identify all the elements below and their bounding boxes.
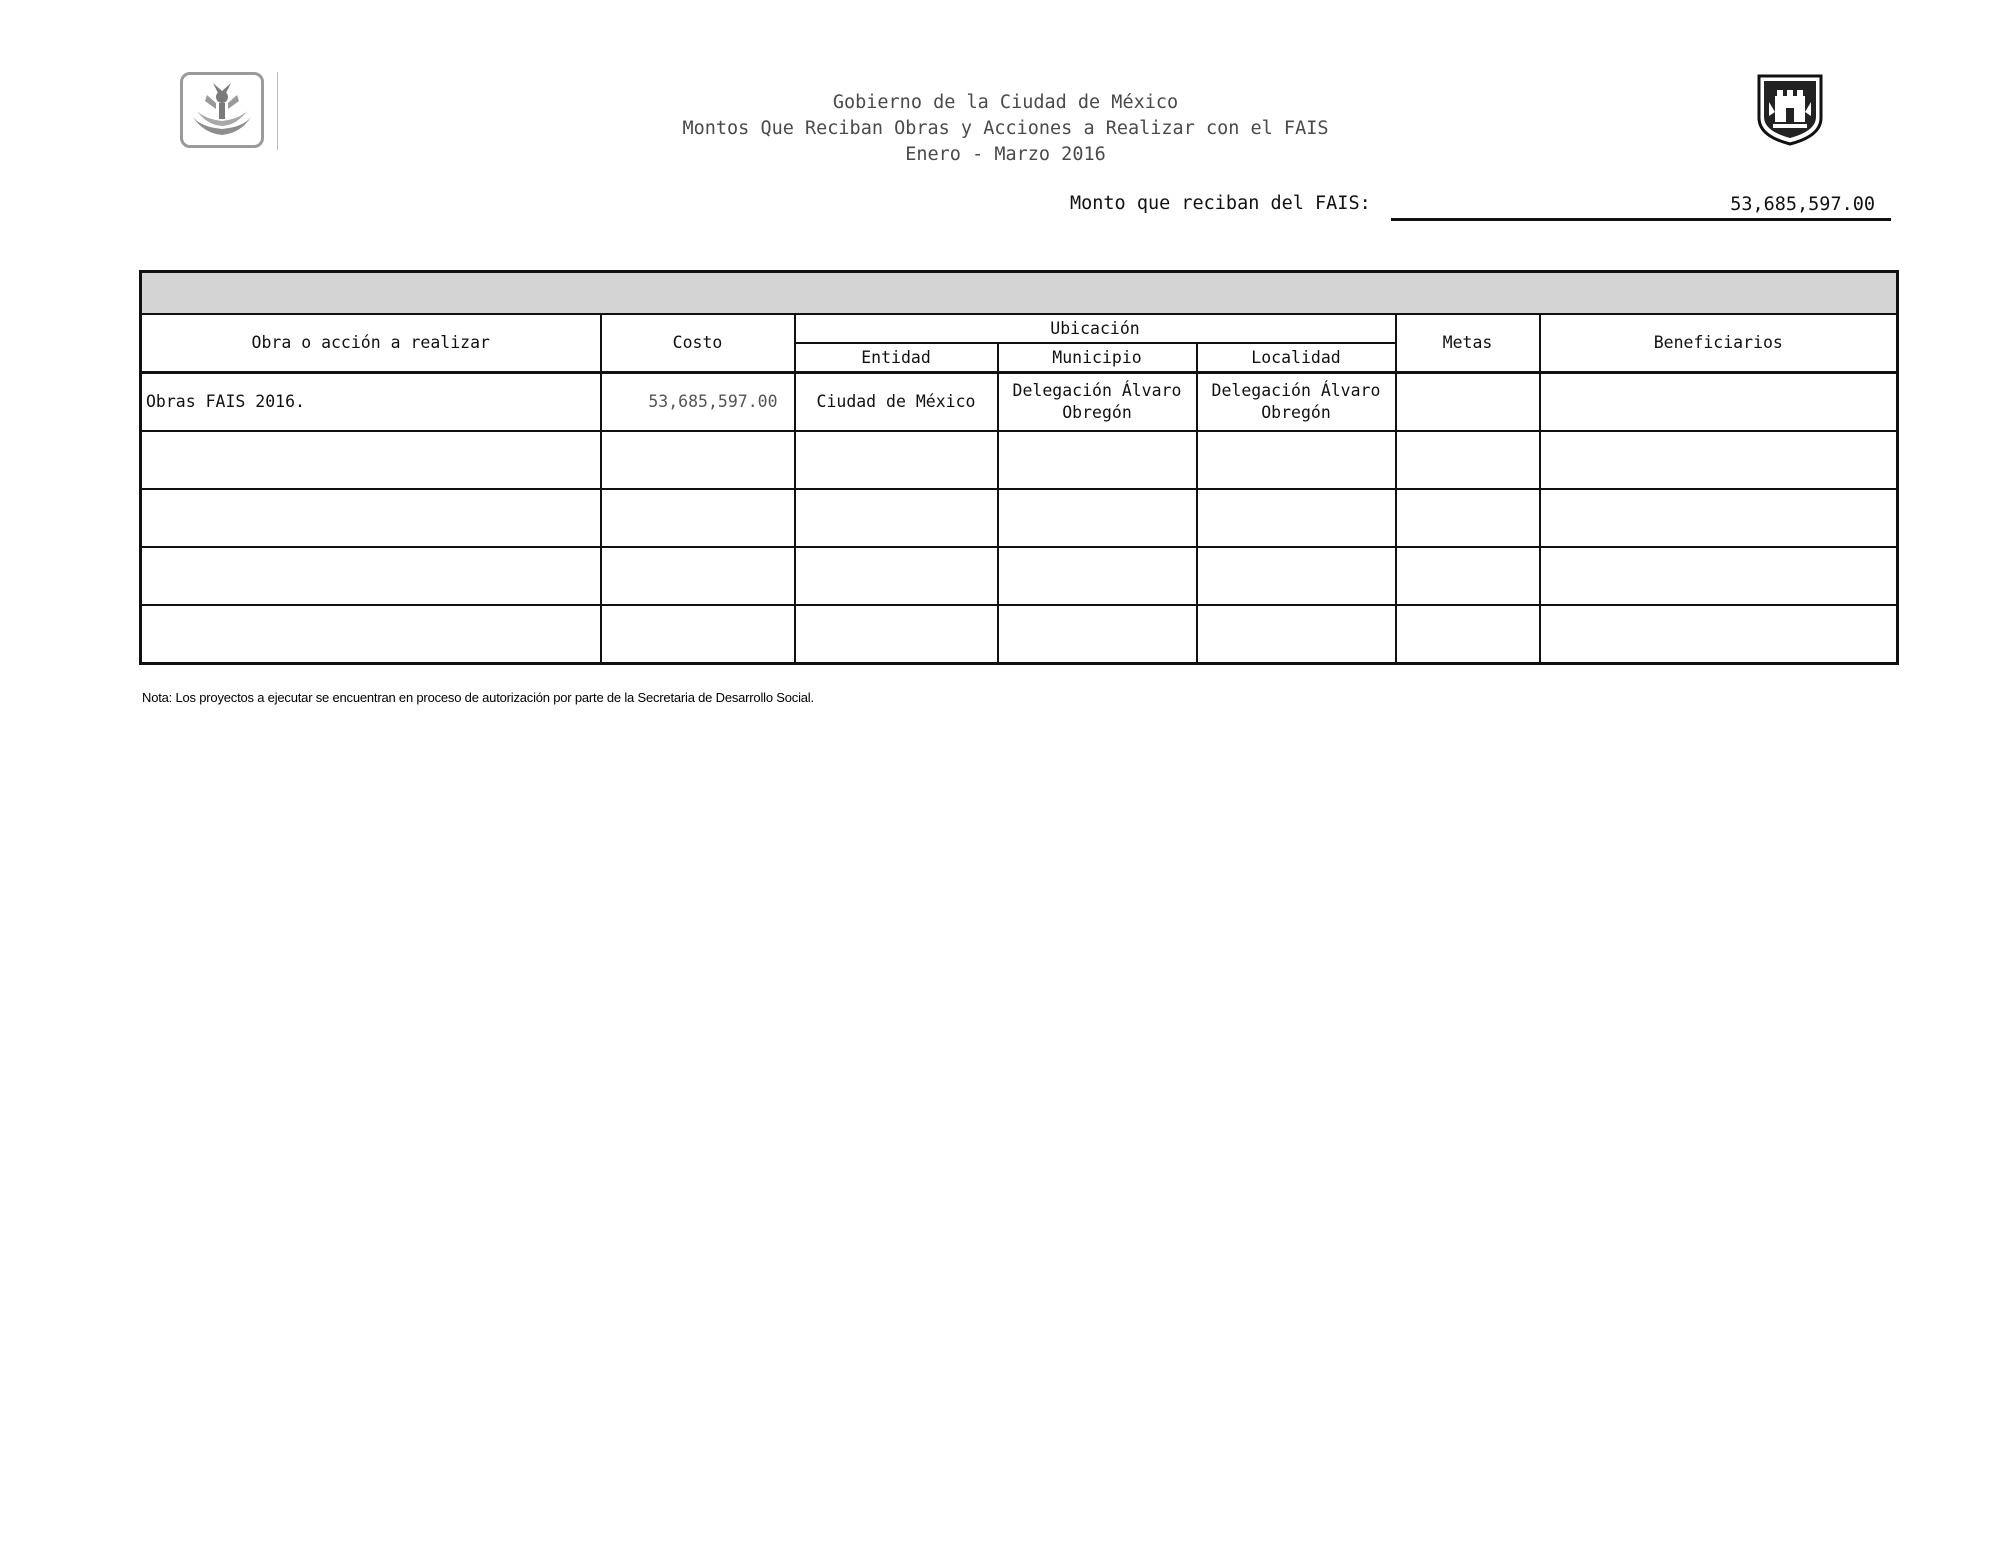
- col-beneficiarios: Beneficiarios: [1540, 314, 1898, 373]
- header-period: Enero - Marzo 2016: [905, 144, 1106, 165]
- cell-entidad: Ciudad de México: [795, 373, 998, 432]
- monto-label: Monto que reciban del FAIS:: [1070, 193, 1371, 214]
- col-ubicacion: Ubicación: [795, 314, 1396, 343]
- col-obra: Obra o acción a realizar: [141, 314, 601, 373]
- table-title-band: [141, 272, 1898, 315]
- col-costo: Costo: [601, 314, 795, 373]
- report-header: [0, 90, 2011, 168]
- cell-obra: Obras FAIS 2016.: [141, 373, 601, 432]
- table-row-empty: [141, 431, 1898, 489]
- cell-costo: 53,685,597.00: [601, 373, 795, 432]
- cell-localidad: Delegación Álvaro Obregón: [1197, 373, 1396, 432]
- col-metas: Metas: [1396, 314, 1540, 373]
- cell-municipio: Delegación Álvaro Obregón: [998, 373, 1197, 432]
- table-header-row: [141, 314, 1898, 343]
- table-row-empty: [141, 489, 1898, 547]
- col-entidad: Entidad: [795, 343, 998, 373]
- header-government: Gobierno de la Ciudad de México: [832, 92, 1179, 113]
- table-row-empty: [141, 605, 1898, 664]
- table-row-empty: [141, 547, 1898, 605]
- header-title: Montos Que Reciban Obras y Acciones a Realizar con el FAIS: [682, 118, 1329, 139]
- obras-table: [139, 270, 1899, 665]
- monto-summary: [1060, 190, 1895, 222]
- col-municipio: Municipio: [998, 343, 1197, 373]
- cell-metas: [1396, 373, 1540, 432]
- table-row: [141, 373, 1898, 432]
- col-localidad: Localidad: [1197, 343, 1396, 373]
- footnote: Nota: Los proyectos a ejecutar se encuentran en proceso de autorización por parte de la Secretaria de Desarrollo Social.: [142, 690, 814, 705]
- monto-underline: [1391, 190, 1891, 221]
- monto-value: 53,685,597.00: [1730, 194, 1875, 215]
- cell-beneficiarios: [1540, 373, 1898, 432]
